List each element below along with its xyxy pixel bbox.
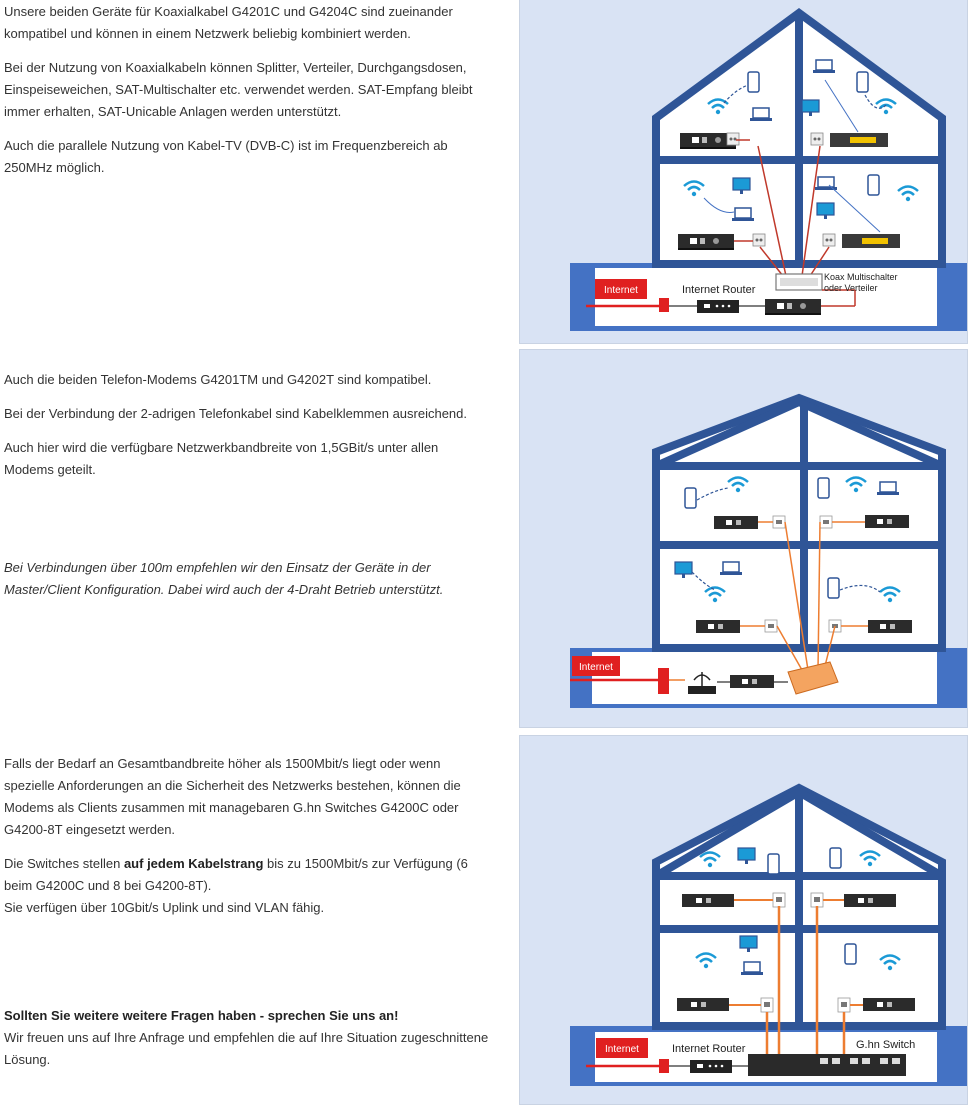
phone-network-diagram <box>519 349 968 728</box>
switch-bold-text: auf jedem Kabelstrang <box>123 856 264 871</box>
phone-note: Bei Verbindungen über 100m empfehlen wir den Einsatz der Geräte in der Master/Client Konfiguration. Dabei wird auch der 4-Draht Betrieb unterstützt. <box>4 560 444 597</box>
section-coax-text <box>4 1 490 191</box>
switch-router-label: Internet Router <box>672 1043 746 1055</box>
switch-network-diagram <box>519 735 968 1105</box>
coax-paragraph-3: Auch die parallele Nutzung von Kabel-TV (DVB-C) ist im Frequenzbereich ab 250MHz möglich. <box>4 138 448 175</box>
contact-heading: Sollten Sie weitere weitere Fragen haben - sprechen Sie uns an! <box>4 1008 399 1023</box>
phone-internet-label: Internet <box>579 662 613 673</box>
coax-paragraph-2: Bei der Nutzung von Koaxialkabeln können Splitter, Verteiler, Durchgangsdosen, Einspeiseweichen, SAT-Multischalter etc. verwendet werden. SAT-Empfang bleibt immer erhalten, SAT-Unicable Anlagen werden unterstützt. <box>4 60 473 119</box>
section-switch-text <box>4 753 490 931</box>
coax-switch-label-1: Koax Multischalter <box>824 272 898 282</box>
switch-internet-label: Internet <box>605 1044 639 1055</box>
coax-internet-label: Internet <box>604 285 638 296</box>
coax-router-label: Internet Router <box>682 284 756 296</box>
contact-section <box>4 1005 490 1071</box>
contact-text: Wir freuen uns auf Ihre Anfrage und empfehlen die auf Ihre Situation zugeschnittene Lösung. <box>4 1030 489 1067</box>
switch-paragraph-1: Falls der Bedarf an Gesamtbandbreite höher als 1500Mbit/s liegt oder wenn spezielle Anforderungen an die Sicherheit des Netzwerks bestehen, können die Modems als Clients zusammen mit managebaren G.hn Switches G4200C oder G4200-8T eingesetzt werden. <box>4 756 461 837</box>
switch-paragraph-2: Die Switches stellen auf jedem Kabelstrang bis zu 1500Mbit/s zur Verfügung (6 beim G4200C und 8 bei G4200-8T). Sie verfügen über 10Gbit/s Uplink und sind VLAN fähig. <box>4 856 468 915</box>
phone-paragraph-2: Bei der Verbindung der 2-adrigen Telefonkabel sind Kabelklemmen ausreichend. <box>4 406 468 421</box>
coax-switch-label-2: oder Verteiler <box>824 283 878 293</box>
phone-paragraph-1: Auch die beiden Telefon-Modems G4201TM und G4202T sind kompatibel. <box>4 372 432 387</box>
phone-paragraph-3: Auch hier wird die verfügbare Netzwerkbandbreite von 1,5GBit/s unter allen Modems geteilt. <box>4 440 439 477</box>
coax-network-diagram <box>519 0 968 344</box>
section-phone-note <box>4 557 490 613</box>
coax-paragraph-1: Unsere beiden Geräte für Koaxialkabel G4201C und G4204C sind zueinander kompatibel und können in einem Netzwerk beliebig kombiniert werden. <box>4 4 453 41</box>
switch-device-label: G.hn Switch <box>856 1039 916 1051</box>
section-phone-text <box>4 369 490 493</box>
